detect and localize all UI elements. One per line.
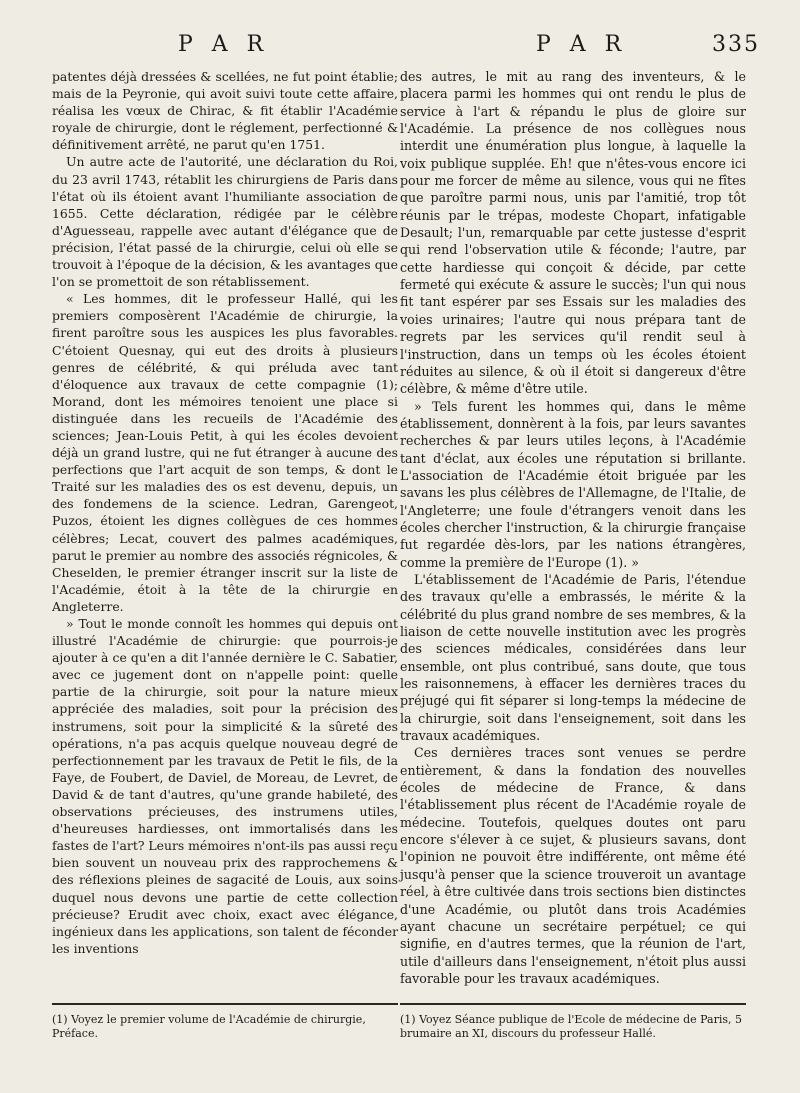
right-column <box>400 68 746 987</box>
paragraph: Un autre acte de l'autorité, une déclaration du Roi, du 23 avril 1743, rétablit les chirurgiens de Paris dans l'état où ils étoient avant l'humiliante association de 1655. Cette déclaration, rédigée par le célèbre d'Aguesseau, rappelle avec autant d'élégance que de précision, l'état passé de la chirurgie, celui où elle se trouvoit à l'époque de la décision, & les avantages que l'on se promettoit de son rétablissement. <box>52 154 398 290</box>
running-head-right: P A R <box>536 32 628 57</box>
paragraph: « Les hommes, dit le professeur Hallé, qui les premiers composèrent l'Académie de chirurgie, la firent paroître sous les auspices les plus favorables. C'étoient Quesnay, qui eut des droits à plusieurs genres de célébrité, & qui préluda avec tant d'éloquence aux travaux de cette compagnie (1); Morand, dont les mémoires tenoient une place si distinguée dans les recueils de l'Académie des sciences; Jean-Louis Petit, à qui les écoles devoient déjà un grand lustre, qui ne fut étranger à aucune des perfections que l'art acquit de son temps, & dont le Traité sur les maladies des os est devenu, depuis, un des fondemens de la science. Ledran, Garengeot, Puzos, étoient les dignes collègues de ces hommes célèbres; Lecat, couvert des palmes académiques, parut le premier au nombre des associés régnicoles, & Cheselden, le premier étranger inscrit sur la liste de l'Académie, étoit à la tête de la chirurgie en Angleterre. <box>52 291 398 614</box>
running-head-left: P A R <box>178 32 270 57</box>
running-head <box>40 32 760 66</box>
paragraph: L'établissement de l'Académie de Paris, l'étendue des travaux qu'elle a embrassés, le mérite & la célébrité du plus grand nombre de ses membres, & la liaison de cette nouvelle institution avec les progrès des sciences médicales, considérées dans leur ensemble, ont plus contribué, sans doute, que tous les raisonnemens, à effacer les dernières traces du préjugé qui fit séparer si long-temps la médecine de la chirurgie, soit dans l'enseignement, soit dans les travaux académiques. <box>400 571 746 744</box>
left-column <box>52 68 398 957</box>
paragraph: patentes déjà dressées & scellées, ne fut point établie; mais de la Peyronie, qui avoit suivi toute cette affaire, réalisa les vœux de Chirac, & fit établir l'Académie royale de chirurgie, dont le réglement, perfectionné & définitivement arrêté, ne parut qu'en 1751. <box>52 69 398 153</box>
page-number: 335 <box>712 32 760 57</box>
footnote-left: (1) Voyez le premier volume de l'Académie de chirurgie, Préface. <box>52 1003 398 1041</box>
paragraph: des autres, le mit au rang des inventeurs, & le placera parmi les hommes qui ont rendu le plus de service à l'art & répandu le plus de gloire sur l'Académie. La présence de nos collègues nous interdit une énumération plus longue, à laquelle la voix publique supplée. Eh! que n'êtes-vous encore ici pour me forcer de même au silence, vous qui ne fîtes que paroître parmi nous, unis par l'amitié, trop tôt réunis par le trépas, modeste Chopart, infatigable Desault; l'un, remarquable par cette justesse d'esprit qui rend l'observation utile & féconde; l'autre, par cette hardiesse qui conçoit & décide, par cette fermeté qui exécute & assure le succès; l'un qui nous fit tant espérer par ses Essais sur les maladies des voies urinaires; l'autre qui nous prépara tant de regrets par les services qu'il rendit seul à l'instruction, dans un temps où les écoles étoient réduites au silence, & où il étoit si dangereux d'être célèbre, & même d'être utile. <box>400 69 746 397</box>
footnote-right: (1) Voyez Séance publique de l'Ecole de médecine de Paris, 5 brumaire an XI, discours du professeur Hallé. <box>400 1003 746 1041</box>
paragraph: » Tout le monde connoît les hommes qui depuis ont illustré l'Académie de chirurgie: que pourrois-je ajouter à ce qu'en a dit l'année dernière le C. Sabatier, avec ce jugement dont on n'appelle point: quelle partie de la chirurgie, soit pour la nature mieux appréciée des maladies, soit pour la précision des instrumens, soit pour la simplicité & la sûreté des opérations, n'a pas acquis quelque nouveau degré de perfectionnement par les travaux de Petit le fils, de la Faye, de Foubert, de Daviel, de Moreau, de Levret, de David & de tant d'autres, qu'une grande habileté, des observations précieuses, des instrumens utiles, d'heureuses hardiesses, ont immortalisés dans les fastes de l'art? Leurs mémoires n'ont-ils pas aussi reçu bien souvent un nouveau prix des rapprochemens & des réflexions pleines de sagacité de Louis, aux soins duquel nous devons une partie de cette collection précieuse? Erudit avec choix, exact avec élégance, ingénieux dans les applications, son talent de féconder les inventions <box>52 616 398 956</box>
paragraph: Ces dernières traces sont venues se perdre entièrement, & dans la fondation des nouvelles écoles de médecine de France, & dans l'établissement plus récent de l'Académie royale de médecine. Toutefois, quelques doutes ont paru encore s'élever à ce sujet, & plusieurs savans, dont l'opinion ne pouvoit être indifférente, ont même été jusqu'à penser que la science trouveroit un avantage réel, à être cultivée dans trois sections bien distinctes d'une Académie, ou plutôt dans trois Académies ayant chacune un secrétaire perpétuel; ce qui signifie, en d'autres termes, que la réunion de l'art, utile d'ailleurs dans l'enseignement, n'étoit plus aussi favorable pour les travaux académiques. <box>400 745 746 986</box>
paragraph: » Tels furent les hommes qui, dans le même établissement, donnèrent à la fois, par leurs savantes recherches & par leurs utiles leçons, à l'Académie tant d'éclat, aux écoles une réputation si brillante. L'association de l'Académie étoit briguée par les savans les plus célèbres de l'Allemagne, de l'Italie, de l'Angleterre; une foule d'étrangers venoit dans les écoles chercher l'instruction, & la chirurgie française fut regardée dès-lors, par les nations étrangères, comme la première de l'Europe (1). » <box>400 398 746 570</box>
